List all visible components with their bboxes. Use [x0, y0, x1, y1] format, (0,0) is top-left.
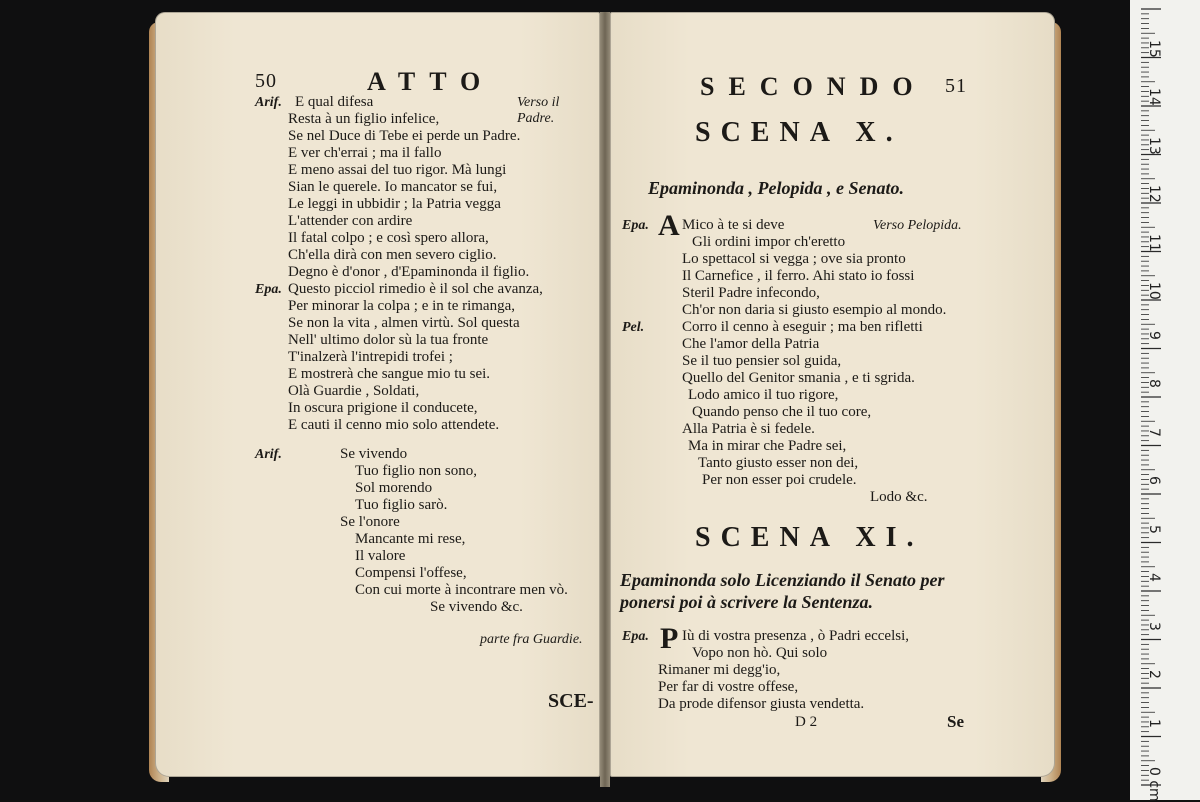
ruler-label: 6	[1146, 476, 1162, 485]
ruler-label: 11	[1146, 233, 1162, 252]
verse-line: Tuo figlio sarò.	[355, 497, 448, 513]
verse-line: Che l'amor della Patria	[682, 336, 820, 352]
verse-line: Se l'onore	[340, 514, 400, 530]
verse-line: Il Carnefice , il ferro. Ahi stato io fossi	[682, 268, 915, 284]
verse-line: E qual difesa	[295, 94, 374, 110]
verse-line: Rimaner mi degg'io,	[658, 662, 781, 678]
ruler-ticks	[1141, 0, 1200, 800]
verse-line: E meno assai del tuo rigor. Mà lungi	[288, 162, 507, 178]
verse-line: Con cui morte à incontrare men vò.	[355, 582, 568, 598]
left-page-number: 50	[255, 70, 277, 92]
stage-direction: Verso Pelopida.	[873, 218, 962, 233]
verse-line: Tuo figlio non sono,	[355, 463, 477, 479]
verse-line: Mancante mi rese,	[355, 531, 466, 547]
right-catchword: Se	[947, 712, 964, 731]
verse-line: Sol morendo	[355, 480, 433, 496]
verse-line: Le leggi in ubbidir ; la Patria vegga	[288, 196, 501, 212]
ruler-label: 5	[1146, 524, 1162, 534]
book-gutter	[600, 12, 610, 787]
speaker-label: Epa.	[622, 629, 649, 644]
verse-line: Se vivendo &c.	[430, 599, 523, 615]
verse-line: Per minorar la colpa ; e in te rimanga,	[288, 298, 515, 314]
verse-line: Steril Padre infecondo,	[682, 285, 820, 301]
verse-line: Resta à un figlio infelice,	[288, 111, 440, 127]
verse-line: L'attender con ardire	[288, 213, 413, 229]
ruler-label: 2	[1146, 670, 1162, 679]
drop-cap-letter: P	[660, 622, 679, 655]
verse-line: Corro il cenno à eseguir ; ma ben rifletti	[682, 319, 923, 335]
verse-line: Lodo &c.	[870, 489, 928, 505]
right-signature-mark: D 2	[795, 714, 818, 730]
verse-line: Per non esser poi crudele.	[702, 472, 857, 488]
verse-line: E ver ch'errai ; ma il fallo	[288, 145, 442, 161]
scene-xi-subtitle-2: ponersi poi à scrivere la Sentenza.	[620, 592, 874, 612]
verse-line: Tanto giusto esser non dei,	[698, 455, 859, 471]
ruler-label: 7	[1146, 427, 1162, 437]
left-exit-note: parte fra Guardie.	[480, 632, 583, 647]
verse-line: Iù di vostra presenza , ò Padri eccelsi,	[682, 628, 909, 644]
speaker-label: Arif.	[255, 95, 282, 110]
verse-line: Se il tuo pensier sol guida,	[682, 353, 842, 369]
verse-line: Vopo non hò. Qui solo	[692, 645, 828, 661]
verse-line: Degno è d'onor , d'Epaminonda il figlio.	[288, 264, 530, 280]
open-book	[155, 12, 1055, 787]
verse-line: Se non la vita , almen virtù. Sol questa	[288, 315, 520, 331]
verse-line: Sian le querele. Io mancator se fui,	[288, 179, 498, 195]
stage-direction: Verso il Padre.	[517, 95, 560, 126]
scene-xi-heading: SCENA XI.	[695, 522, 924, 553]
verse-line: Il fatal colpo ; e così spero allora,	[288, 230, 489, 246]
ruler-label: 9	[1146, 330, 1162, 340]
speaker-label: Epa.	[622, 218, 649, 233]
right-page	[610, 12, 1055, 777]
left-catchword: SCE-	[548, 690, 594, 712]
speaker-label: Epa.	[255, 282, 282, 297]
speaker-label: Arif.	[255, 447, 282, 462]
right-running-header: SECONDO	[700, 72, 927, 101]
verse-line: Mico à te si deve	[682, 217, 785, 233]
verse-line: Ma in mirar che Padre sei,	[688, 438, 847, 454]
left-page	[155, 12, 600, 777]
verse-line: Ch'ella dirà con men severo ciglio.	[288, 247, 497, 263]
verse-line: Se nel Duce di Tebe ei perde un Padre.	[288, 128, 521, 144]
drop-cap-letter: A	[658, 209, 680, 242]
verse-line: T'inalzerà l'intrepidi trofei ;	[288, 349, 453, 365]
ruler-label: 3	[1146, 621, 1162, 631]
verse-line: E mostrerà che sangue mio tu sei.	[288, 366, 491, 382]
verse-line: Alla Patria è si fedele.	[682, 421, 815, 437]
scene-x-subtitle: Epaminonda , Pelopida , e Senato.	[648, 178, 905, 198]
verse-line: Quando penso che il tuo core,	[692, 404, 872, 420]
ruler-label: 15	[1146, 39, 1162, 58]
ruler-label: 1	[1146, 718, 1162, 728]
ruler-label: 13	[1146, 136, 1162, 155]
scene-xi-subtitle-1: Epaminonda solo Licenziando il Senato per	[620, 570, 945, 590]
left-running-header: ATTO	[367, 67, 495, 96]
right-page-number: 51	[945, 75, 967, 97]
verse-line: E cauti il cenno mio solo attendete.	[288, 417, 500, 433]
verse-line: Questo picciol rimedio è il sol che avanza,	[288, 281, 543, 297]
ruler-label: 14	[1146, 88, 1162, 106]
verse-line: Nell' ultimo dolor sù la tua fronte	[288, 332, 489, 348]
verse-line: Per far di vostre offese,	[658, 679, 799, 695]
verse-line: Quello del Genitor smania , e ti sgrida.	[682, 370, 915, 386]
verse-line: Da prode difensor giusta vendetta.	[658, 696, 865, 712]
verse-line: In oscura prigione il conducete,	[288, 400, 478, 416]
ruler-label: 4	[1146, 573, 1162, 582]
verse-line: Gli ordini impor ch'eretto	[692, 234, 846, 250]
ruler-label: 12	[1146, 185, 1162, 203]
ruler-label: 10	[1146, 282, 1162, 300]
verse-line: Se vivendo	[340, 446, 408, 462]
speaker-label: Pel.	[622, 320, 645, 335]
verse-line: Olà Guardie , Soldati,	[288, 383, 420, 399]
verse-line: Ch'or non daria si giusto esempio al mondo.	[682, 302, 947, 318]
ruler-label: 0 cm	[1146, 767, 1162, 802]
verse-line: Compensi l'offese,	[355, 565, 467, 581]
verse-line: Lo spettacol si vegga ; ove sia pronto	[682, 251, 906, 267]
ruler-label: 8	[1146, 379, 1162, 388]
scene-x-heading: SCENA X.	[695, 117, 903, 148]
verse-line: Lodo amico il tuo rigore,	[688, 387, 839, 403]
verse-line: Il valore	[355, 548, 406, 564]
